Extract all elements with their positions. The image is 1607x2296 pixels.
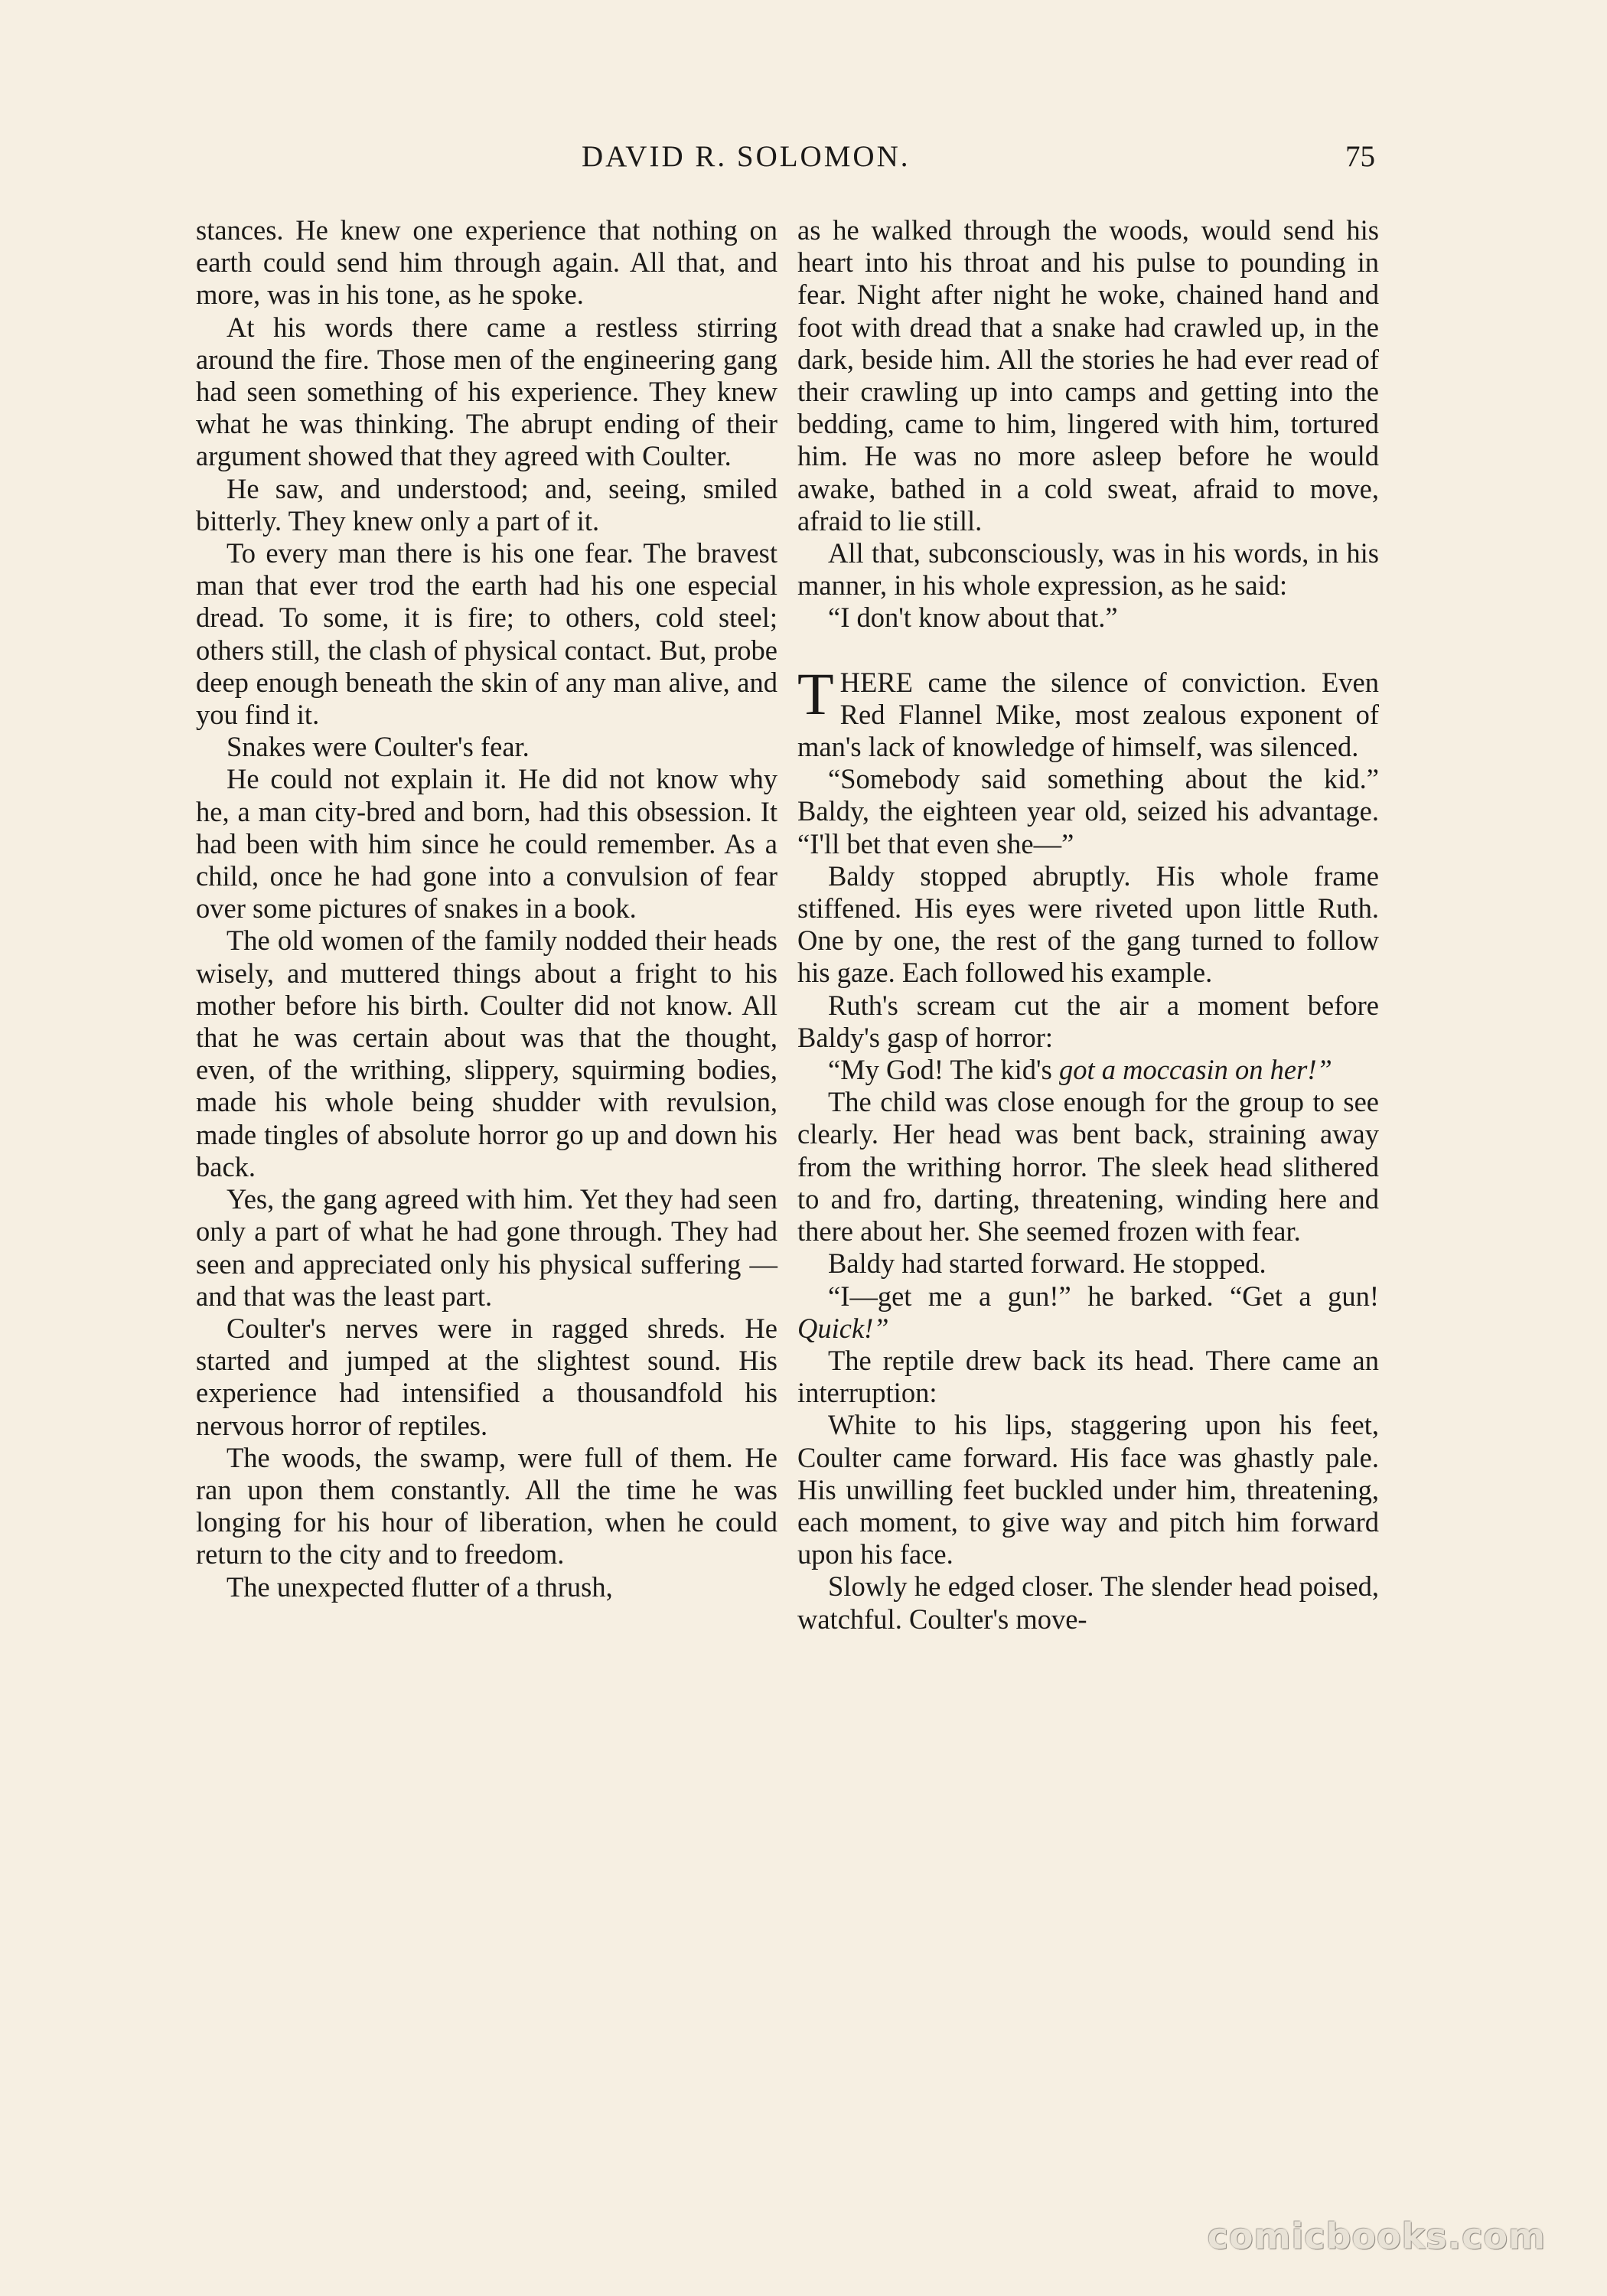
paragraph: The old women of the family nodded their heads wisely, and muttered things about a fright to his mother before his birth. Coulter did not know. All that he was certain about was that the thought, even, of the writhing, slippery, squirming bodies, made his whole being shudder with revulsion, made tingles of absolute horror go up and down his back. bbox=[196, 925, 777, 1182]
exclamation-paragraph bbox=[797, 1054, 1379, 1086]
page-number: 75 bbox=[1345, 140, 1375, 173]
paragraph: Snakes were Coulter's fear. bbox=[227, 731, 530, 763]
section-opening-text: HERE came the silence of conviction. Even Red Flannel Mike, most zealous exponent of man's lack of knowledge of himself, was silenced. bbox=[797, 666, 1379, 763]
left-column bbox=[196, 214, 777, 1603]
paragraph: Ruth's scream cut the air a moment before Baldy's gasp of horror: bbox=[797, 989, 1379, 1053]
paragraph: Slowly he edged closer. The slender head poised, watchful. Coulter's move- bbox=[797, 1570, 1379, 1635]
paragraph: At his words there came a restless stirring around the fire. Those men of the engineering gang had seen something of his experience. They knew what he was thinking. The abrupt ending of their argument showed that they agreed with Coulter. bbox=[196, 311, 777, 472]
paragraph: He could not explain it. He did not know why he, a man city-bred and born, had this obsession. It had been with him since he could remember. As a child, once he had gone into a convulsion of fear over some pictures of snakes in a book. bbox=[196, 763, 777, 925]
right-column bbox=[797, 214, 1379, 1636]
page-header bbox=[0, 139, 1607, 185]
paragraph: The reptile drew back its head. There came an interruption: bbox=[797, 1344, 1379, 1409]
paragraph: Baldy had started forward. He stopped. bbox=[828, 1247, 1266, 1280]
paragraph: To every man there is his one fear. The bravest man that ever trod the earth had his one especial dread. To some, it is fire; to others, cold steel; others still, the clash of physical contact. But, probe deep enough beneath the skin of any man alive, and you find it. bbox=[196, 537, 777, 731]
paragraph: Yes, the gang agreed with him. Yet they had seen only a part of what he had gone through. They had seen and appreciated only his physical suffering —and that was the least part. bbox=[196, 1183, 777, 1312]
paragraph: “Somebody said something about the kid.” Baldy, the eighteen year old, seized his advantage. “I'll bet that even she—” bbox=[797, 763, 1379, 859]
paragraph: stances. He knew one experience that nothing on earth could send him through again. All that, and more, was in his tone, as he spoke. bbox=[196, 214, 777, 311]
paragraph: “I don't know about that.” bbox=[828, 602, 1118, 634]
paragraph: The child was close enough for the group to see clearly. Her head was bent back, straining away from the writhing horror. The sleek head slithered to and fro, darting, threatening, winding here and there about her. She seemed frozen with fear. bbox=[797, 1086, 1379, 1247]
paragraph: as he walked through the woods, would send his heart into his throat and his pulse to pounding in fear. Night after night he woke, chained hand and foot with dread that a snake had crawled up, in the dark, beside him. All the stories he had ever read of their crawling up into camps and getting into the bedding, came to him, lingered with him, tortured him. He was no more asleep before he would awake, bathed in a cold sweat, afraid to move, afraid to lie still. bbox=[797, 214, 1379, 536]
gun-paragraph bbox=[797, 1280, 1379, 1345]
paragraph: Baldy stopped abruptly. His whole frame stiffened. His eyes were riveted upon little Ruth. One by one, the rest of the gang turned to follow his gaze. Each followed his example. bbox=[797, 859, 1379, 989]
paragraph: White to his lips, staggering upon his feet, Coulter came forward. His face was ghastly pale. His unwilling feet buckled under him, threatening, each moment, to give way and pitch him forward upon his face. bbox=[797, 1409, 1379, 1570]
paragraph: He saw, and understood; and, seeing, smiled bitterly. They knew only a part of it. bbox=[196, 472, 777, 536]
paragraph: All that, subconsciously, was in his words, in his manner, in his whole expression, as he said: bbox=[797, 537, 1379, 602]
exclamation-text: “My God! The kid's bbox=[828, 1054, 1059, 1086]
watermark: comicbooks.com bbox=[1207, 2216, 1546, 2257]
drop-cap: T bbox=[797, 660, 834, 727]
running-title: DAVID R. SOLOMON. bbox=[582, 140, 911, 173]
gun-text: “I—get me a gun!” he barked. “Get a gun! bbox=[828, 1280, 1379, 1312]
section-opening-paragraph bbox=[797, 660, 1379, 764]
paragraph: Coulter's nerves were in ragged shreds. He started and jumped at the slightest sound. His experience had intensified a thousandfold his nervous horror of reptiles. bbox=[196, 1312, 777, 1441]
paragraph: The unexpected flutter of a thrush, bbox=[227, 1570, 613, 1603]
paragraph: The woods, the swamp, were full of them. He ran upon them constantly. All the time he was longing for his hour of liberation, when he could return to the city and to freedom. bbox=[196, 1441, 777, 1570]
gun-italic: Quick!” bbox=[797, 1312, 889, 1344]
exclamation-italic: got a moccasin on her!” bbox=[1058, 1054, 1332, 1086]
